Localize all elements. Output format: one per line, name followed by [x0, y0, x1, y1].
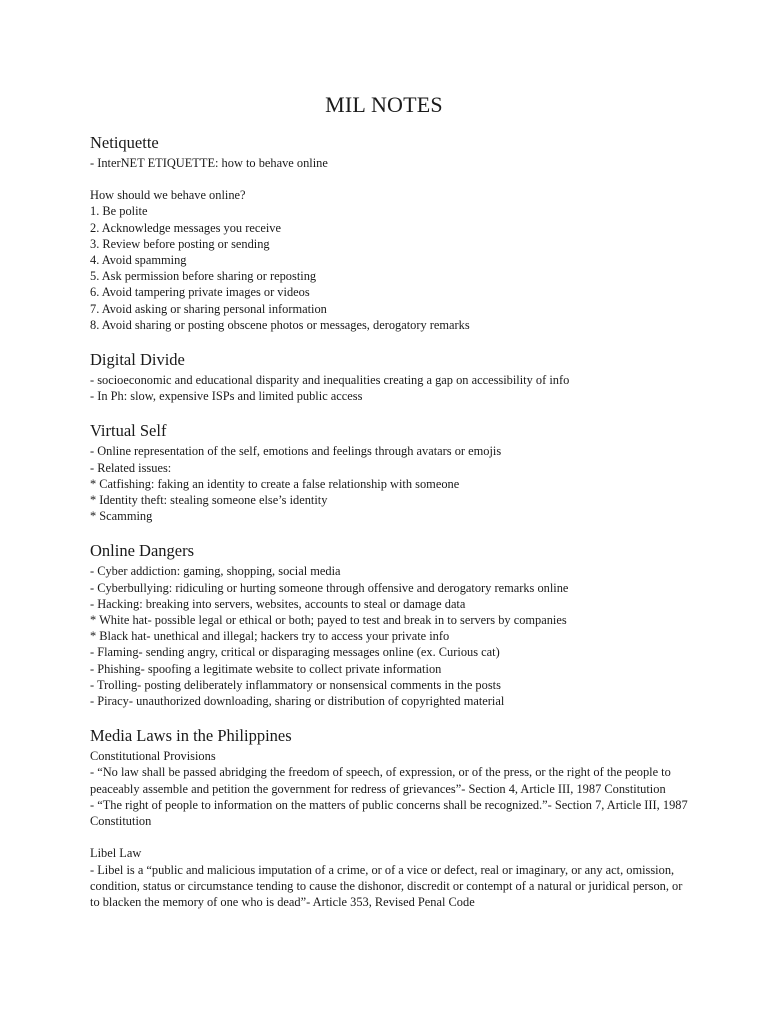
section-heading: Digital Divide: [90, 350, 185, 370]
definition-line: - InterNET ETIQUETTE: how to behave online: [90, 156, 328, 170]
list-item: * Scamming: [90, 509, 153, 524]
provision-paragraph: - “No law shall be passed abridging the freedom of speech, of expression, or of the press, or the right of the people to peaceably assemble and petition the government for redress of grievances”- Section 4, Article III, 1987 Constitution: [90, 765, 671, 796]
list-item: * White hat- possible legal or ethical or both; payed to test and break in to servers by companies: [90, 613, 567, 628]
section-virtual-self: [90, 421, 690, 524]
list-item: 7. Avoid asking or sharing personal information: [90, 301, 327, 316]
list-item: - Cyber addiction: gaming, shopping, social media: [90, 564, 341, 579]
section-media-laws: [90, 726, 690, 910]
list-item: - Trolling- posting deliberately inflammatory or nonsensical comments in the posts: [90, 677, 501, 692]
list-item: 8. Avoid sharing or posting obscene photos or messages, derogatory remarks: [90, 317, 470, 332]
list-item: 3. Review before posting or sending: [90, 236, 270, 251]
list-item: 5. Ask permission before sharing or reposting: [90, 269, 317, 284]
list-item: * Catfishing: faking an identity to create a false relationship with someone: [90, 476, 460, 491]
list-item: - In Ph: slow, expensive ISPs and limited public access: [90, 389, 363, 404]
section-heading: Online Dangers: [90, 541, 195, 561]
list-item: - Online representation of the self, emotions and feelings through avatars or emojis: [90, 444, 502, 459]
section-heading: Virtual Self: [90, 421, 167, 441]
provision-paragraph: - “The right of people to information on the matters of public concerns shall be recognized.”- Section 7, Article III, 1987 Constitution: [90, 797, 688, 829]
list-item: - Related issues:: [90, 460, 172, 475]
list-item: 4. Avoid spamming: [90, 253, 187, 268]
section-heading: Netiquette: [90, 133, 159, 152]
section-online-dangers: [90, 541, 690, 709]
section-digital-divide: [90, 350, 690, 404]
list-item: - Cyberbullying: ridiculing or hurting someone through offensive and derogatory remarks online: [90, 580, 569, 595]
list-item: 6. Avoid tampering private images or videos: [90, 285, 310, 300]
section-heading: Media Laws in the Philippines: [90, 726, 292, 746]
subheading: Constitutional Provisions: [90, 749, 216, 764]
list-item: 2. Acknowledge messages you receive: [90, 220, 281, 235]
list-item: * Black hat- unethical and illegal; hackers try to access your private info: [90, 629, 450, 644]
list-item: - Piracy- unauthorized downloading, sharing or distribution of copyrighted material: [90, 694, 505, 709]
list-item: * Identity theft: stealing someone else’s identity: [90, 493, 328, 508]
list-item: - Hacking: breaking into servers, websites, accounts to steal or damage data: [90, 596, 466, 611]
page-title: MIL NOTES: [325, 92, 443, 117]
notes-content: [90, 133, 690, 910]
list-item: - Flaming- sending angry, critical or disparaging messages online (ex. Curious cat): [90, 645, 500, 660]
libel-paragraph: - Libel is a “public and malicious imputation of a crime, or of a vice or defect, real or imaginary, or any act, omission, condition, status or circumstance tending to cause the dishonor, discredit or contempt of a natural or juridical person, or to blacken the memory of one who is dead”- Article 353, Revised Penal Code: [90, 862, 683, 909]
question-line: How should we behave online?: [90, 188, 246, 203]
list-item: 1. Be polite: [90, 204, 148, 219]
list-item: - Phishing- spoofing a legitimate website to collect private information: [90, 661, 442, 676]
list-item: - socioeconomic and educational disparity and inequalities creating a gap on accessibility of info: [90, 373, 570, 388]
subheading: Libel Law: [90, 846, 142, 861]
section-netiquette: [90, 133, 690, 333]
